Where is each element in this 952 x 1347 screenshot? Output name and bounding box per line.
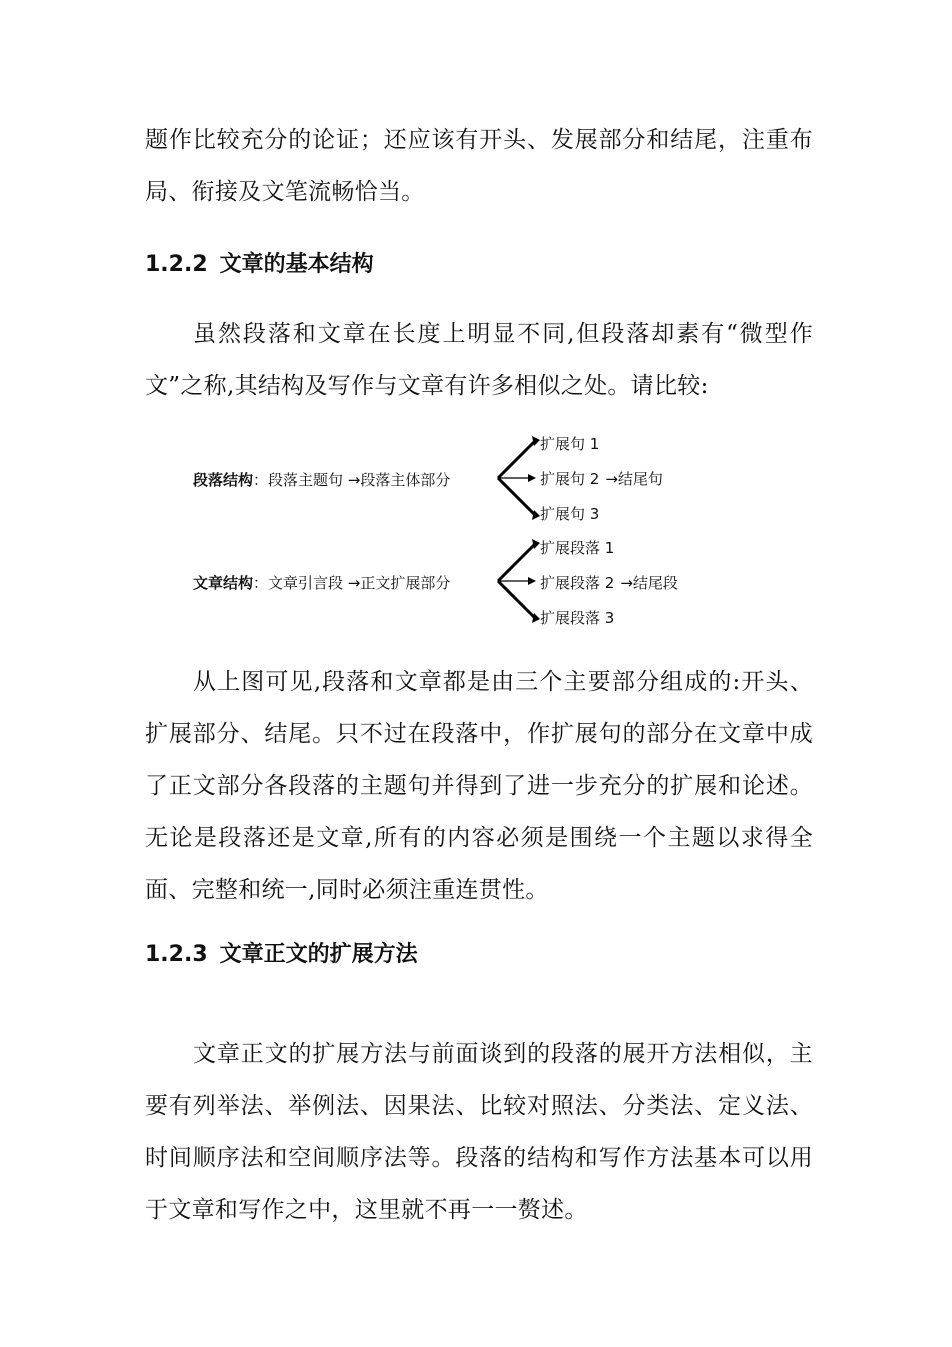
paragraph-structure-flow: 段落主题句 →段落主体部分 [268, 471, 451, 489]
paragraph-branch-3: 扩展句 3 [540, 505, 600, 523]
section-title: 文章正文的扩展方法 [219, 942, 418, 967]
essay-ending: →结尾段 [620, 574, 678, 592]
section-heading-1-2-3 [145, 940, 418, 970]
section-number: 1.2.3 [145, 942, 208, 967]
essay-structure-flow: 文章引言段 →正文扩展部分 [268, 574, 451, 592]
paragraph-intro-continuation: 题作比较充分的论证；还应该有开头、发展部分和结尾，注重布局、衔接及文笔流畅恰当。 [145, 127, 813, 205]
paragraph-structure-colon: ： [253, 471, 269, 489]
paragraph-diagram-explanation: 从上图可见,段落和文章都是由三个主要部分组成的:开头、扩展部分、结尾。只不过在段落中，作扩展句的部分在文章中成了正文部分各段落的主题句并得到了进一步充分的扩展和论述。无论是段落还是文章,所有的内容必须是围绕一个主题以求得全面、完整和统一,同时必须注重连贯性。 [145, 669, 813, 903]
svg-text:段落结构：段落主题句 →段落主体部分 [192, 471, 450, 489]
section-title: 文章的基本结构 [219, 252, 374, 277]
branch-arrow-upper [498, 545, 534, 581]
section-heading-1-2-2 [145, 250, 374, 280]
essay-branch-3: 扩展段落 3 [540, 609, 615, 627]
branch-arrow-lower [498, 581, 534, 617]
paragraph-structure-label: 段落结构 [193, 471, 254, 489]
svg-text:扩展段落 2→结尾段 [540, 574, 678, 592]
essay-branch-1: 扩展段落 1 [540, 539, 615, 557]
paragraph-comparison-intro: 虽然段落和文章在长度上明显不同,但段落却素有“微型作文”之称,其结构及写作与文章有许多相似之处。请比较: [145, 321, 813, 399]
section-number: 1.2.2 [145, 252, 208, 277]
essay-structure-colon: ： [253, 574, 269, 592]
essay-branch-2: 扩展段落 2 [540, 574, 615, 592]
paragraph-branch-1: 扩展句 1 [540, 435, 600, 453]
paragraph-ending: →结尾句 [605, 470, 663, 488]
paragraph-structure-row [192, 435, 663, 523]
svg-text:文章结构：文章引言段 →正文扩展部分 [193, 574, 450, 592]
essay-structure-row [193, 539, 678, 627]
paragraph-branch-2: 扩展句 2 [540, 470, 600, 488]
essay-structure-label: 文章结构 [193, 574, 254, 592]
paragraph-expansion-methods: 文章正文的扩展方法与前面谈到的段落的展开方法相似，主要有列举法、举例法、因果法、比较对照法、分类法、定义法、时间顺序法和空间顺序法等。段落的结构和写作方法基本可以用于文章和写作之中，这里就不再一一赘述。 [145, 1041, 813, 1223]
branch-arrow-upper [498, 442, 534, 478]
svg-text:扩展句 2→结尾句 [540, 470, 663, 488]
branch-arrow-lower [498, 478, 534, 514]
